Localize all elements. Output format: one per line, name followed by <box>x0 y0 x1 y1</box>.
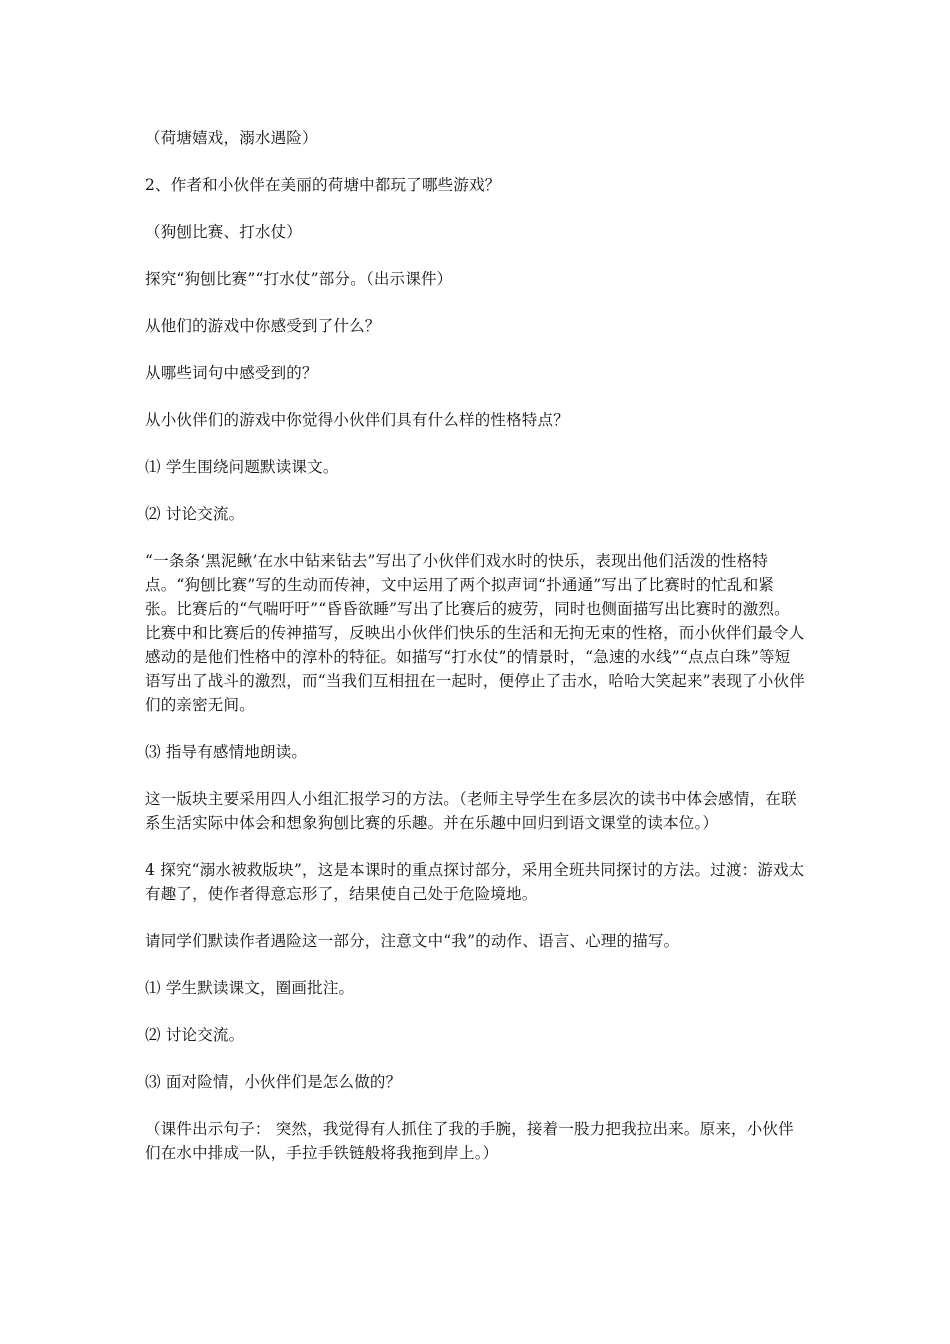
question-words: 从哪些词句中感受到的？ <box>145 364 318 382</box>
question-traits: 从小伙伴们的游戏中你觉得小伙伴们具有什么样的性格特点？ <box>145 411 569 429</box>
step-3-reading: ⑶ 指导有感情地朗读。 <box>145 743 308 761</box>
question-2: 2、作者和小伙伴在美丽的荷塘中都玩了哪些游戏？ <box>145 176 501 194</box>
silent-read-instruction: 请同学们默读作者遇险这一部分，注意文中“我”的动作、语言、心理的描写。 <box>145 932 680 950</box>
step-1-annotate: ⑴ 学生默读课文，圈画批注。 <box>145 979 355 997</box>
step-2-discuss-again: ⑵ 讨论交流。 <box>145 1026 245 1044</box>
analysis-paragraph: “一条条‘黑泥鳅’在水中钻来钻去”写出了小伙伴们戏水时的快乐，表现出他们活泼的性格特点。“狗刨比赛”写的生动而传神，文中运用了两个拟声词“扑通通”写出了比赛时的忙乱和紧张。比赛后的“气喘吁吁”“昏昏欲睡”写出了比赛后的疲劳，同时也侧面描写出比赛时的激烈。比赛中和比赛后的传神描写，反映出小伙伴们快乐的生活和无拘无束的性格，而小伙伴们最令人感动的是他们性格中的淳朴的特征。如描写“打水仗”的情景时，“急速的水线”“点点白珠”等短语写出了战斗的激烈，而“当我们互相扭在一起时，便停止了击水，哈哈大笑起来”表现了小伙伴们的亲密无间。 <box>145 552 805 714</box>
answer-games: （狗刨比赛、打水仗） <box>145 223 303 241</box>
document-body <box>145 126 805 1188</box>
explore-heading: 探究“狗刨比赛”“打水仗”部分。（出示课件） <box>145 270 453 288</box>
step-1-read: ⑴ 学生围绕问题默读课文。 <box>145 458 339 476</box>
step-2-discuss: ⑵ 讨论交流。 <box>145 505 245 523</box>
section-4-paragraph: 4 探究“溺水被救版块”，这是本课时的重点探讨部分，采用全班共同探讨的方法。过渡：游戏太有趣了，使作者得意忘形了，结果使自己处于危险境地。 <box>145 861 805 903</box>
answer-title: （荷塘嬉戏，溺水遇险） <box>145 129 318 147</box>
courseware-quote: （课件出示句子： 突然，我觉得有人抓住了我的手腕，接着一股力把我拉出来。原来，小伙伴们在水中排成一队，手拉手铁链般将我拖到岸上。） <box>145 1120 794 1162</box>
method-paragraph: 这一版块主要采用四人小组汇报学习的方法。（老师主导学生在多层次的读书中体会感情，在联系生活实际中体会和想象狗刨比赛的乐趣。并在乐趣中回归到语文课堂的读本位。） <box>145 790 797 832</box>
step-3-question: ⑶ 面对险情，小伙伴们是怎么做的？ <box>145 1073 402 1091</box>
question-feeling: 从他们的游戏中你感受到了什么？ <box>145 317 381 335</box>
